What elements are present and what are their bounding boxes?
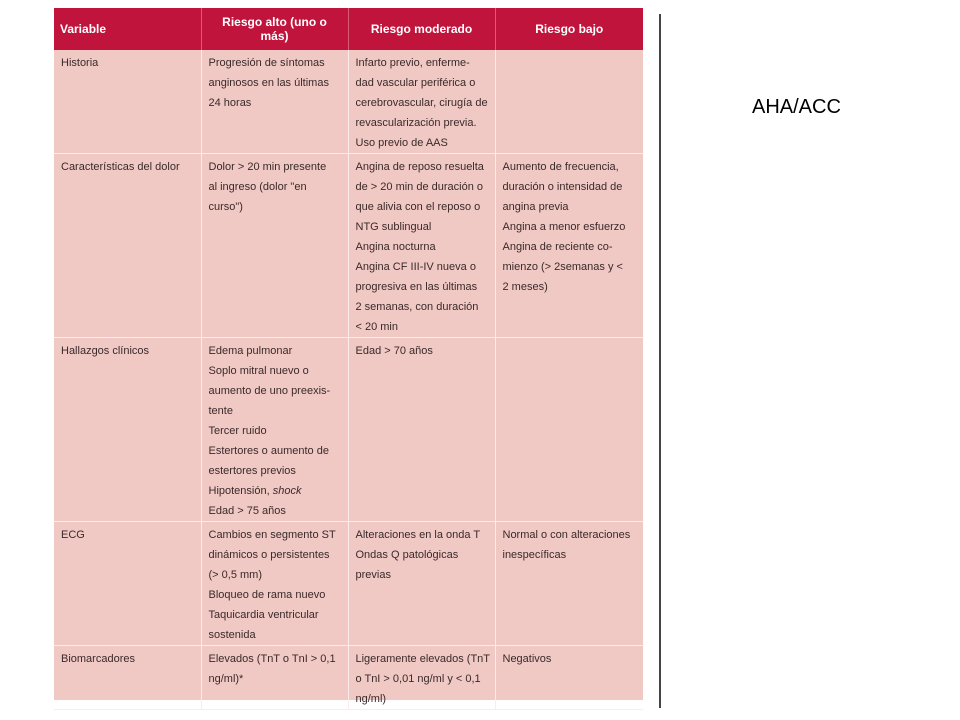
cell-bajo — [495, 154, 643, 338]
cell-text-line: Angina a menor esfuerzo — [502, 221, 626, 233]
cell-alto — [201, 50, 348, 154]
cell-text-line: (> 0,5 mm) — [208, 569, 262, 581]
cell-text-line: curso") — [208, 201, 243, 213]
cell-text-line: Alteraciones en la onda T — [355, 529, 481, 541]
cell-text-line: progresiva en las últimas — [355, 281, 478, 293]
cell-alto — [201, 646, 348, 710]
cell-text-line: Hallazgos clínicos — [61, 345, 150, 357]
header-riesgo-moderado: Riesgo moderado — [348, 8, 495, 50]
cell-text-line: Historia — [61, 57, 99, 69]
header-riesgo-bajo: Riesgo bajo — [495, 8, 643, 50]
cell-text-line: revascularización previa. — [355, 117, 477, 129]
cell-text-line: estertores previos — [208, 465, 296, 477]
cell-text-line: Bloqueo de rama nuevo — [208, 589, 326, 601]
cell-variable — [54, 154, 201, 338]
cell-text-line: 2 semanas, con duración — [355, 301, 479, 313]
cell-text-line: Elevados (TnT o TnI > 0,1 — [208, 653, 336, 665]
cell-text-line: Aumento de frecuencia, — [502, 161, 619, 173]
cell-text-line: mienzo (> 2semanas y < — [502, 261, 623, 273]
cell-text-line: Cambios en segmento ST — [208, 529, 336, 541]
cell-moderado — [348, 646, 495, 710]
cell-text-line: Edad > 70 años — [355, 345, 433, 357]
cell-text-line: ng/ml) — [355, 693, 387, 705]
cell-text-line: Angina de reciente co- — [502, 241, 613, 253]
cell-moderado — [348, 50, 495, 154]
cell-text-line: angina previa — [502, 201, 569, 213]
table-header-row — [54, 8, 643, 50]
cell-text-line: dinámicos o persistentes — [208, 549, 330, 561]
cell-text-line: Biomarcadores — [61, 653, 135, 665]
cell-text-line: Angina nocturna — [355, 241, 436, 253]
cell-text-line: Uso previo de AAS — [355, 137, 448, 149]
table-row — [54, 50, 643, 154]
cell-text-line: Tercer ruido — [208, 425, 267, 437]
cell-text-line: Estertores o aumento de — [208, 445, 329, 457]
cell-text-line: 24 horas — [208, 97, 252, 109]
cell-text-line: Negativos — [502, 653, 552, 665]
cell-text-line: cerebrovascular, cirugía de — [355, 97, 488, 109]
cell-text-line: que alivia con el reposo o — [355, 201, 481, 213]
header-variable: Variable — [54, 8, 201, 50]
cell-text-line: Angina de reposo resuelta — [355, 161, 484, 173]
table-body — [54, 50, 643, 710]
vertical-divider-line — [659, 14, 661, 708]
cell-text-line: Angina CF III-IV nueva o — [355, 261, 476, 273]
table-row — [54, 522, 643, 646]
cell-text-line: Características del dolor — [61, 161, 180, 173]
table-row — [54, 154, 643, 338]
cell-text-line: anginosos en las últimas — [208, 77, 329, 89]
cell-text-line: Ligeramente elevados (TnT — [355, 653, 491, 665]
header-riesgo-alto: Riesgo alto (uno o más) — [201, 8, 348, 50]
cell-text-line: duración o intensidad de — [502, 181, 623, 193]
cell-text-line: Infarto previo, enferme- — [355, 57, 470, 69]
table-row — [54, 646, 643, 710]
cell-text-line: al ingreso (dolor "en — [208, 181, 307, 193]
cell-text-line: 2 meses) — [502, 281, 548, 293]
cell-text-line: Taquicardia ventricular — [208, 609, 319, 621]
cell-variable — [54, 522, 201, 646]
cell-text-line: ng/ml)* — [208, 673, 244, 685]
risk-table-container — [54, 8, 643, 705]
cell-text-line: inespecíficas — [502, 549, 567, 561]
cell-text-line: Ondas Q patológicas — [355, 549, 459, 561]
cell-alto — [201, 338, 348, 522]
cell-text-line: aumento de uno preexis- — [208, 385, 331, 397]
italic-term: shock — [272, 485, 302, 497]
cell-text-line: Progresión de síntomas — [208, 57, 325, 69]
guideline-label: AHA/ACC — [752, 96, 841, 118]
cell-text-line: o TnI > 0,01 ng/ml y < 0,1 — [355, 673, 481, 685]
cell-bajo — [495, 338, 643, 522]
risk-stratification-table — [54, 8, 643, 710]
cell-bajo — [495, 646, 643, 710]
table-row — [54, 338, 643, 522]
cell-text-line: tente — [208, 405, 233, 417]
cell-bajo — [495, 522, 643, 646]
cell-moderado — [348, 154, 495, 338]
cell-text-line: dad vascular periférica o — [355, 77, 476, 89]
cell-text-line: NTG sublingual — [355, 221, 432, 233]
cell-text-line: sostenida — [208, 629, 256, 641]
cell-bajo — [495, 50, 643, 154]
cell-variable — [54, 50, 201, 154]
cell-alto — [201, 522, 348, 646]
cell-variable — [54, 338, 201, 522]
cell-text-line: Edad > 75 años — [208, 505, 286, 517]
cell-text-line: Normal o con alteraciones — [502, 529, 631, 541]
cell-text-line: < 20 min — [355, 321, 398, 333]
cell-moderado — [348, 522, 495, 646]
cell-text-line: Hipotensión, shock — [208, 485, 302, 497]
cell-text-line: Edema pulmonar — [208, 345, 293, 357]
cell-text-line: de > 20 min de duración o — [355, 181, 484, 193]
cell-text-line: previas — [355, 569, 391, 581]
cell-alto — [201, 154, 348, 338]
cell-text-line: ECG — [61, 529, 85, 541]
cell-text-line: Dolor > 20 min presente — [208, 161, 327, 173]
cell-text-line: Soplo mitral nuevo o — [208, 365, 309, 377]
cell-moderado — [348, 338, 495, 522]
cell-variable — [54, 646, 201, 710]
